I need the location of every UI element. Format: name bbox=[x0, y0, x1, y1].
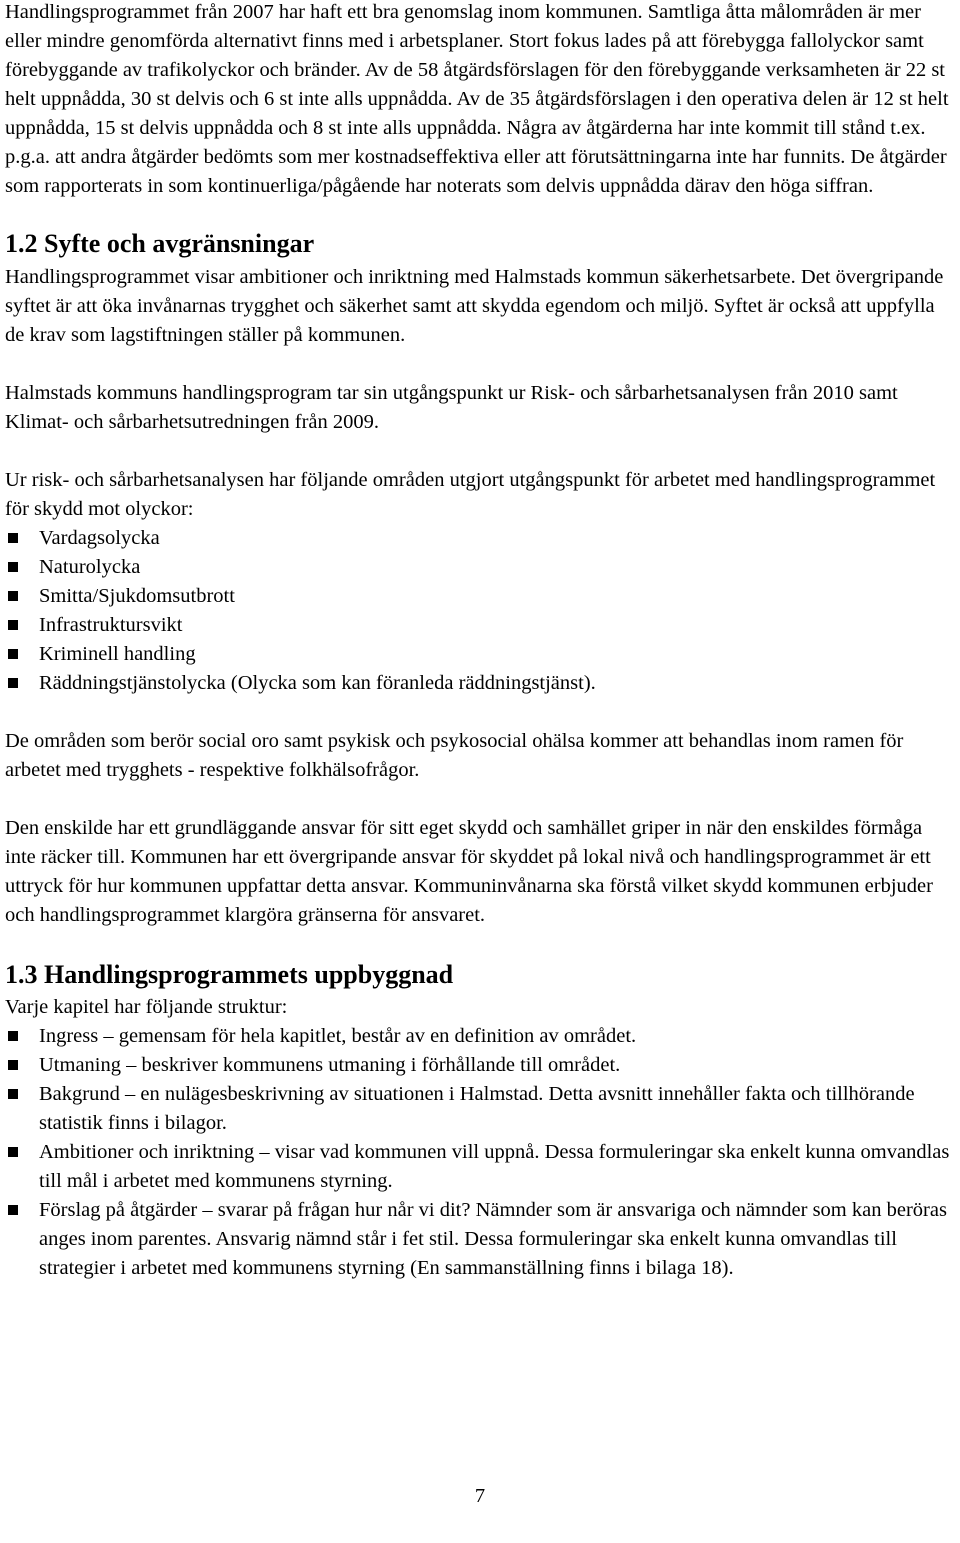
section-heading-1-3: 1.3 Handlingsprogrammets uppbyggnad bbox=[5, 960, 454, 989]
list-item: Kriminell handling bbox=[5, 640, 955, 669]
risk-areas-list bbox=[5, 524, 955, 698]
section-heading-1-2: 1.2 Syfte och avgränsningar bbox=[5, 229, 315, 258]
bullet-icon bbox=[8, 1089, 18, 1099]
list-item: Räddningstjänstolycka (Olycka som kan föranleda räddningstjänst). bbox=[5, 669, 955, 698]
list-item: Utmaning – beskriver kommunens utmaning i förhållande till området. bbox=[5, 1051, 955, 1080]
paragraph-structure-intro: Varje kapitel har följande struktur: bbox=[5, 996, 288, 1018]
list-item: Förslag på åtgärder – svarar på frågan hur når vi dit? Nämnder som är ansvariga och nämnder som kan beröras anges inom parentes. Ansvarig nämnd står i fet stil. Dessa formuleringar ska enkelt kunna omvandlas till strategier i arbetet med kommunens styrning (En sammanställning finns i bilaga 18). bbox=[5, 1196, 955, 1283]
bullet-icon bbox=[8, 1147, 18, 1157]
paragraph-responsibility: Den enskilde har ett grundläggande ansvar för sitt eget skydd och samhället griper in när den enskildes förmåga inte räcker till. Kommunen har ett övergripande ansvar för skyddet på lokal nivå och handlingsprogrammet är ett uttryck för hur kommunen uppfattar detta ansvar. Kommuninvånarna ska förstå vilket skydd kommunen erbjuder och handlingsprogrammet klargöra gränserna för ansvaret. bbox=[5, 817, 933, 926]
intro-paragraph: Handlingsprogrammet från 2007 har haft ett bra genomslag inom kommunen. Samtliga åtta målområden är mer eller mindre genomförda alternativt finns med i arbetsplaner. Stort fokus lades på att förebygga fallolyckor samt förebyggande av trafikolyckor och bränder. Av de 58 åtgärdsförslagen för den förebyggande verksamheten är 22 st helt uppnådda, 30 st delvis och 6 st inte alls uppnådda. Av de 35 åtgärdsförslagen i den operativa delen är 12 st helt uppnådda, 15 st delvis uppnådda och 8 st inte alls uppnådda. Några av åtgärderna har inte kommit till stånd t.ex. p.g.a. att andra åtgärder bedömts som mer kostnadseffektiva eller att förutsättningarna inte har funnits. De åtgärder som rapporterats in som kontinuerliga/pågående har noterats som delvis uppnådda därav den höga siffran. bbox=[5, 1, 949, 197]
bullet-icon bbox=[8, 1205, 18, 1215]
list-item: Ingress – gemensam för hela kapitlet, består av en definition av området. bbox=[5, 1022, 955, 1051]
bullet-icon bbox=[8, 533, 18, 543]
page-number: 7 bbox=[474, 1485, 486, 1507]
paragraph-purpose: Handlingsprogrammet visar ambitioner och inriktning med Halmstads kommun säkerhetsarbete. Det övergripande syftet är att öka invånarnas trygghet och säkerhet samt att skydda egendom och miljö. Syftet är också att uppfylla de krav som lagstiftningen ställer på kommunen. bbox=[5, 266, 944, 346]
bullet-icon bbox=[8, 649, 18, 659]
bullet-icon bbox=[8, 678, 18, 688]
paragraph-basis: Halmstads kommuns handlingsprogram tar sin utgångspunkt ur Risk- och sårbarhetsanalysen från 2010 samt Klimat- och sårbarhetsutredningen från 2009. bbox=[5, 382, 898, 433]
paragraph-risk-areas: Ur risk- och sårbarhetsanalysen har följande områden utgjort utgångspunkt för arbetet med handlingsprogrammet för skydd mot olyckor: bbox=[5, 469, 936, 520]
list-item: Naturolycka bbox=[5, 553, 955, 582]
list-item: Vardagsolycka bbox=[5, 524, 955, 553]
bullet-icon bbox=[8, 591, 18, 601]
list-item: Infrastruktursvikt bbox=[5, 611, 955, 640]
list-item: Bakgrund – en nulägesbeskrivning av situationen i Halmstad. Detta avsnitt innehåller fakta och tillhörande statistik finns i bilagor. bbox=[5, 1080, 955, 1138]
bullet-icon bbox=[8, 620, 18, 630]
list-item: Ambitioner och inriktning – visar vad kommunen vill uppnå. Dessa formuleringar ska enkelt kunna omvandlas till mål i arbetet med kommunens styrning. bbox=[5, 1138, 955, 1196]
document-page bbox=[5, 0, 955, 1283]
structure-list bbox=[5, 1022, 955, 1283]
bullet-icon bbox=[8, 1031, 18, 1041]
list-item: Smitta/Sjukdomsutbrott bbox=[5, 582, 955, 611]
bullet-icon bbox=[8, 1060, 18, 1070]
paragraph-social: De områden som berör social oro samt psykisk och psykosocial ohälsa kommer att behandlas inom ramen för arbetet med trygghets - respektive folkhälsofrågor. bbox=[5, 730, 904, 781]
bullet-icon bbox=[8, 562, 18, 572]
